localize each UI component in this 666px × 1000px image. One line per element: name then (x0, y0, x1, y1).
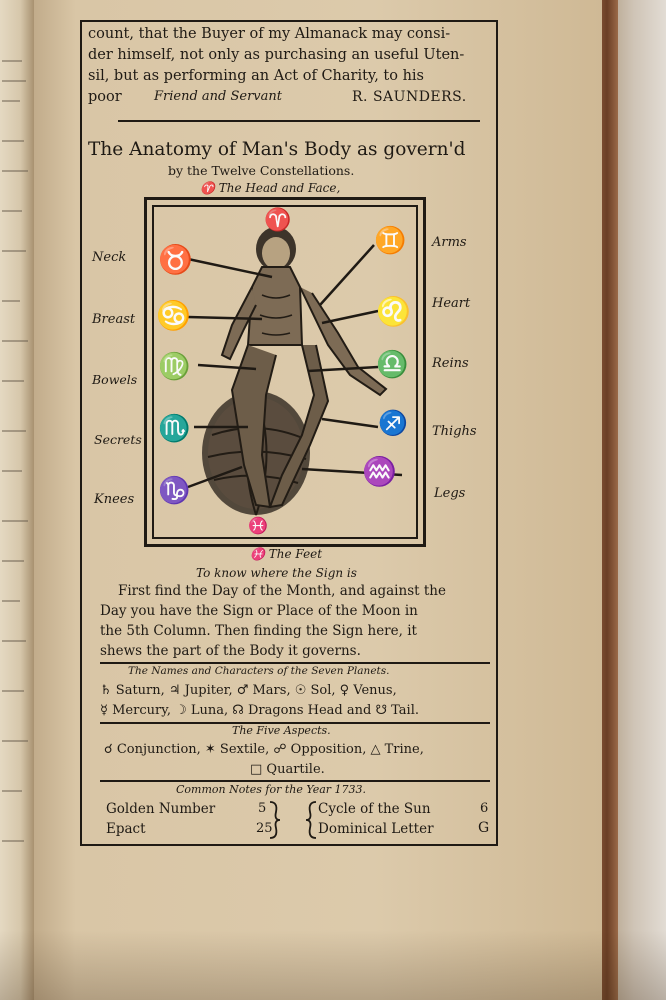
label-heart: Heart (432, 296, 471, 311)
page-title: The Anatomy of Man's Body as govern'd (88, 139, 466, 160)
planets-line-1: ♄ Saturn, ♃ Jupiter, ♂ Mars, ☉ Sol, ♀ Venus, (100, 683, 397, 698)
figure-bottom-caption: ♓ The Feet (250, 547, 323, 561)
label-neck: Neck (92, 250, 127, 265)
cancer-glyph: ♋ (156, 299, 191, 332)
divider-rule (100, 662, 490, 664)
cycle-of-sun-value: 6 (480, 801, 489, 816)
pisces-glyph: ♓ (248, 516, 268, 535)
label-breast: Breast (92, 312, 136, 327)
aries-glyph: ♈ (264, 208, 292, 233)
label-arms: Arms (432, 235, 467, 250)
libra-glyph: ♎ (376, 350, 409, 380)
label-reins: Reins (432, 356, 469, 371)
instructions-line-1: First find the Day of the Month, and against the (118, 583, 446, 599)
intro-friend-servant: Friend and Servant (154, 89, 282, 104)
dominical-letter-value: G (478, 820, 490, 836)
planets-heading: The Names and Characters of the Seven Planets. (128, 665, 390, 677)
bottom-shadow (0, 930, 666, 1000)
planets-line-2: ☿ Mercury, ☽ Luna, ☊ Dragons Head and ☋ Tail. (100, 703, 420, 718)
instructions-line-3: the 5th Column. Then finding the Sign here, it (100, 623, 417, 639)
figure-top-caption: ♈ The Head and Face, (200, 181, 341, 195)
epact-value: 25 (256, 821, 273, 836)
aspects-heading: The Five Aspects. (232, 724, 331, 737)
aspects-line-2: □ Quartile. (250, 762, 325, 777)
page-subtitle: by the Twelve Constellations. (168, 163, 355, 178)
aquarius-glyph: ♒ (362, 455, 397, 488)
gemini-glyph: ♊ (374, 226, 407, 256)
golden-number-value: 5 (258, 801, 267, 816)
intro-line-3: sil, but as performing an Act of Charity, to his (88, 68, 424, 84)
intro-line-2: der himself, not only as purchasing an useful Uten- (88, 47, 465, 63)
label-legs: Legs (434, 486, 466, 501)
scorpio-glyph: ♏ (158, 414, 191, 444)
divider-rule (100, 780, 490, 782)
sagittarius-glyph: ♐ (378, 409, 408, 437)
label-bowels: Bowels (92, 372, 138, 387)
left-page-edge (0, 0, 34, 1000)
instructions-line-4: shews the part of the Body it governs. (100, 643, 361, 659)
intro-line-4-start: poor (88, 89, 122, 105)
background-surface (612, 0, 666, 1000)
leo-glyph: ♌ (376, 295, 411, 328)
divider-rule (118, 120, 480, 122)
epact-label: Epact (106, 821, 146, 837)
instructions-heading: To know where the Sign is (196, 566, 357, 580)
taurus-glyph: ♉ (158, 243, 193, 276)
dominical-letter-label: Dominical Letter (318, 821, 434, 837)
brace-mark (268, 800, 282, 840)
cycle-of-sun-label: Cycle of the Sun (318, 801, 431, 817)
instructions-line-2: Day you have the Sign or Place of the Moon in (100, 603, 418, 619)
signature: R. SAUNDERS. (352, 89, 467, 105)
virgo-glyph: ♍ (158, 352, 191, 382)
label-secrets: Secrets (94, 432, 142, 447)
notes-heading: Common Notes for the Year 1733. (176, 783, 367, 796)
label-thighs: Thighs (432, 424, 477, 439)
aspects-line-1: ☌ Conjunction, ✶ Sextile, ☍ Opposition, △ Trine, (104, 742, 424, 757)
capricorn-glyph: ♑ (158, 476, 191, 506)
golden-number-label: Golden Number (106, 801, 216, 817)
zodiac-man-illustration (152, 205, 418, 539)
label-knees: Knees (94, 492, 135, 507)
intro-line-1: count, that the Buyer of my Almanack may consi- (88, 26, 451, 42)
brace-mark (304, 800, 318, 840)
